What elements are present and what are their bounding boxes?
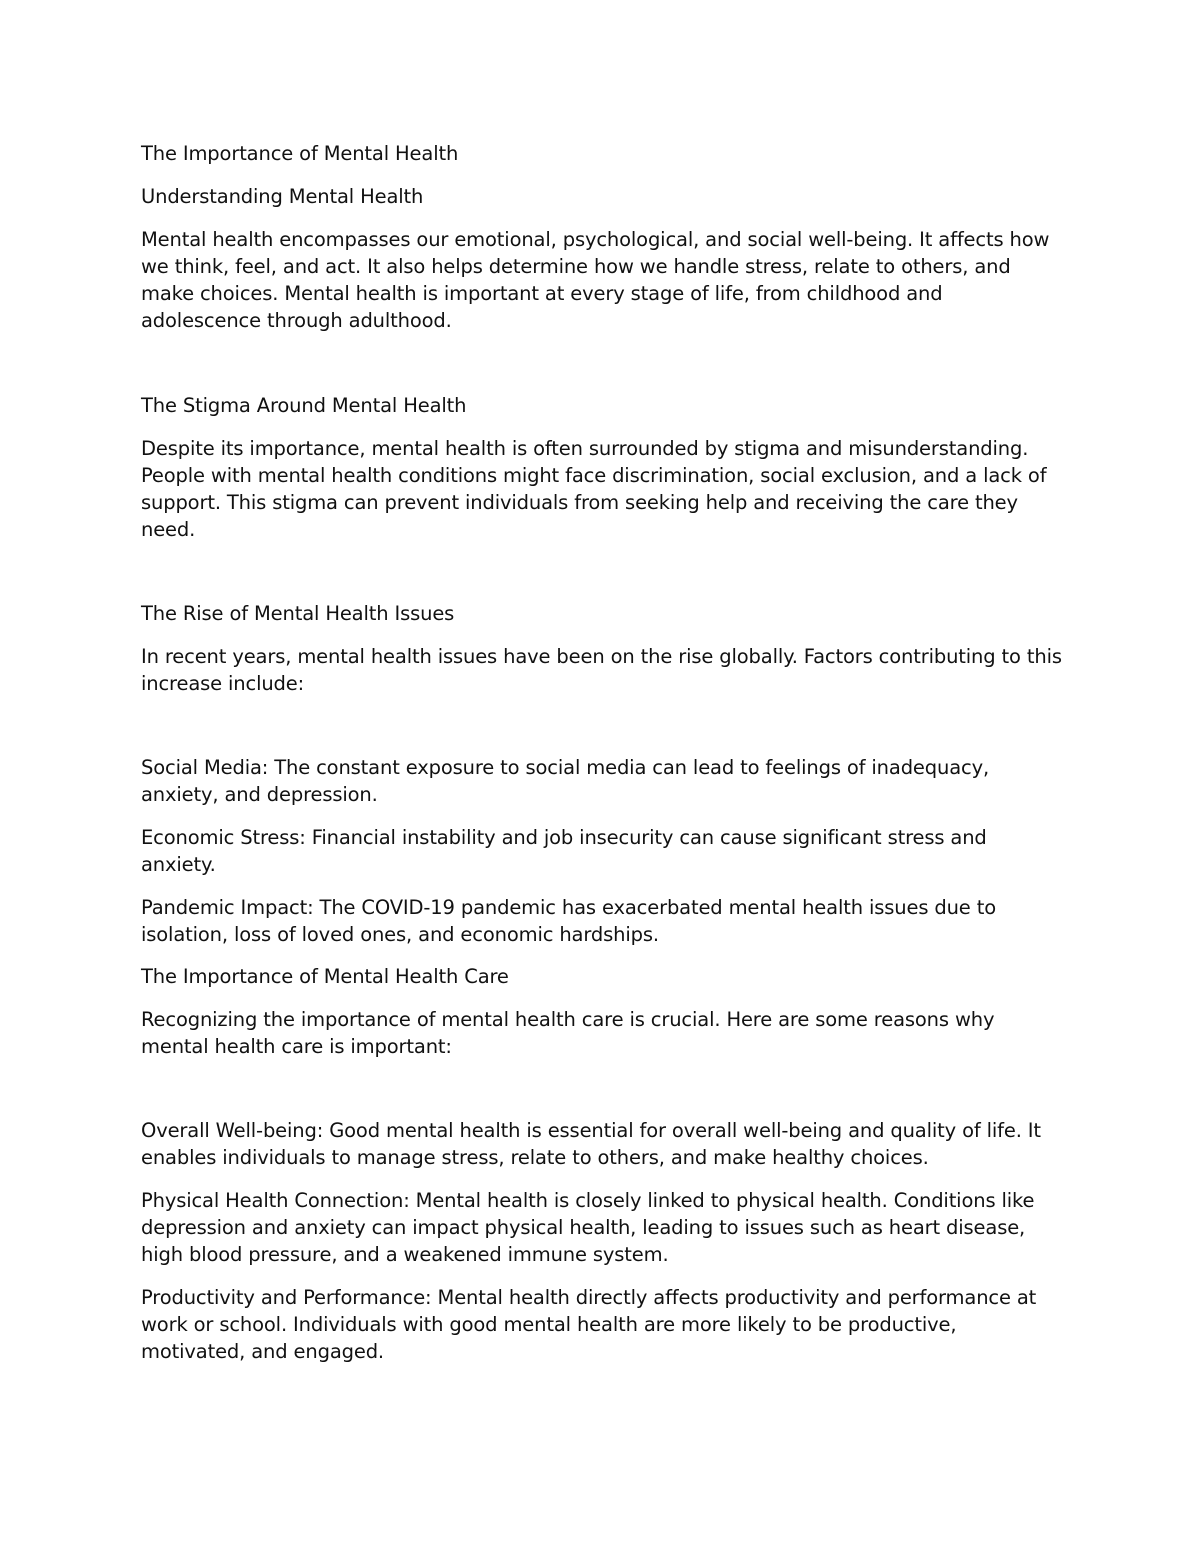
section-heading-care: The Importance of Mental Health Care (141, 965, 509, 988)
list-item-pandemic-impact: Pandemic Impact: The COVID-19 pandemic has exacerbated mental health issues due to isolation, loss of loved ones, and economic hardships. (141, 896, 996, 946)
section-heading-rise: The Rise of Mental Health Issues (141, 602, 455, 625)
document-page (141, 140, 1066, 1365)
section-body-stigma: Despite its importance, mental health is often surrounded by stigma and misunderstanding. People with mental health conditions might face discrimination, social exclusion, and a lack of support. This stigma can prevent individuals from seeking help and receiving the care they need. (141, 437, 1047, 541)
section-body-care: Recognizing the importance of mental health care is crucial. Here are some reasons why mental health care is important: (141, 1008, 995, 1058)
section-body-understanding: Mental health encompasses our emotional, psychological, and social well-being. It affects how we think, feel, and act. It also helps determine how we handle stress, relate to others, and make choices. Mental health is important at every stage of life, from childhood and adolescence through adulthood. (141, 228, 1050, 332)
list-item-productivity: Productivity and Performance: Mental health directly affects productivity and performance at work or school. Individuals with good mental health are more likely to be productive, motivated, and engaged. (141, 1286, 1037, 1363)
list-item-social-media: Social Media: The constant exposure to social media can lead to feelings of inadequacy, anxiety, and depression. (141, 756, 990, 806)
list-item-economic-stress: Economic Stress: Financial instability and job insecurity can cause significant stress and anxiety. (141, 826, 987, 876)
document-title: The Importance of Mental Health (141, 142, 459, 165)
section-heading-understanding: Understanding Mental Health (141, 185, 424, 208)
list-item-overall-wellbeing: Overall Well-being: Good mental health is essential for overall well-being and quality of life. It enables individuals to manage stress, relate to others, and make healthy choices. (141, 1119, 1041, 1169)
section-heading-stigma: The Stigma Around Mental Health (141, 394, 467, 417)
section-body-rise: In recent years, mental health issues have been on the rise globally. Factors contributing to this increase include: (141, 645, 1062, 695)
list-item-physical-health: Physical Health Connection: Mental health is closely linked to physical health. Conditions like depression and anxiety can impact physical health, leading to issues such as heart disease, high blood pressure, and a weakened immune system. (141, 1189, 1035, 1266)
